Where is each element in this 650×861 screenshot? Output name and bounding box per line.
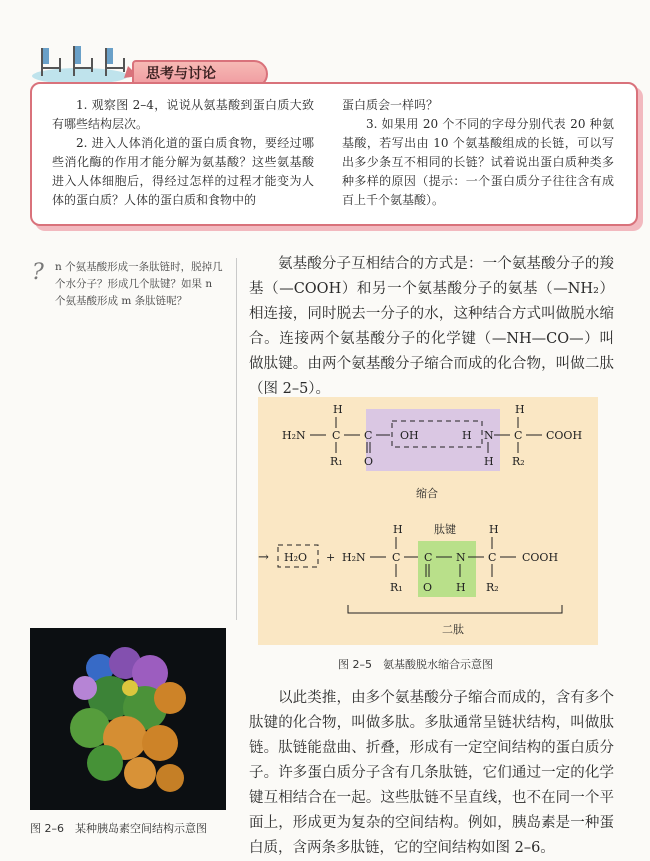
question-mark-icon: ? — [32, 260, 44, 285]
paragraph-condensation — [249, 252, 614, 402]
paragraph-polypeptide — [249, 686, 614, 861]
question-3: 3. 如果用 20 个不同的字母分别代表 20 种氨基酸，若写出由 10 个氨基酸组成的长链，可以写出多少条互不相同的长链？试着说出蛋白质种类多种多样的原因（提示：一个蛋白质分子往往含有成百上千个氨基酸）。 — [342, 117, 614, 207]
n-label-1: N — [484, 429, 494, 442]
h-bottom-n: H — [484, 455, 494, 468]
condense-label: 缩合 — [416, 487, 438, 500]
alpha-carbon-2: C — [514, 429, 523, 442]
figure-2-6-caption: 图 2–6 某种胰岛素空间结构示意图 — [30, 822, 207, 835]
dipeptide-bracket — [348, 605, 562, 613]
discussion-chairs-icon — [30, 38, 140, 84]
peptide-bond-label: 肽键 — [434, 523, 456, 536]
h-bottom-n2: H — [456, 581, 466, 594]
question-2-continued: 蛋白质会一样吗？ — [342, 98, 439, 112]
o-label-1: O — [364, 455, 374, 468]
o-label-2: O — [423, 581, 433, 594]
h-top-3: H — [393, 523, 403, 536]
dehydration-highlight — [366, 409, 500, 471]
discussion-title: 思考与讨论 — [132, 60, 268, 88]
r1-label-2: R₁ — [390, 581, 403, 594]
h2n-label: H₂N — [282, 429, 306, 442]
column-divider — [236, 258, 237, 620]
discussion-right-column — [342, 96, 614, 210]
cooh-label-2: COOH — [522, 551, 559, 564]
r2-label: R₂ — [512, 455, 525, 468]
carbonyl-carbon-2: C — [424, 551, 433, 564]
figure-condensation — [258, 397, 598, 645]
h-top-2: H — [515, 403, 525, 416]
h-top-1: H — [333, 403, 343, 416]
h2n-label-2: H₂N — [342, 551, 366, 564]
h-top-4: H — [489, 523, 499, 536]
alpha-carbon-1: C — [332, 429, 341, 442]
h-label-amino: H — [462, 429, 472, 442]
n-label-2: N — [456, 551, 466, 564]
discussion-left-column — [52, 96, 314, 210]
r1-label: R₁ — [330, 455, 343, 468]
carbonyl-carbon-1: C — [364, 429, 373, 442]
paragraph-2: 以此类推，由多个氨基酸分子缩合而成的，含有多个肽键的化合物，叫做多肽。多肽通常呈链状结构，叫做肽链。肽链能盘曲、折叠，形成有一定空间结构的蛋白质分子。许多蛋白质分子含有几条肽链，它们通过一定的化学键互相结合在一起。这些肽链不呈直线，也不在同一个平面上，形成更为复杂的空间结构。例如，胰岛素是一种蛋白质，含两条多肽链，它的空间结构如图 2–6。 — [249, 690, 614, 856]
discussion-box — [30, 82, 638, 226]
plus-sign: + — [326, 551, 336, 564]
question-1: 1. 观察图 2–4，说说从氨基酸到蛋白质大致有哪些结构层次。 — [52, 98, 314, 131]
paragraph-1: 氨基酸分子互相结合的方式是：一个氨基酸分子的羧基（—COOH）和另一个氨基酸分子的氨基（—NH₂）相连接，同时脱去一分子的水，这种结合方式叫做脱水缩合。连接两个氨基酸分子的化学键（—NH—CO—）叫做肽键。由两个氨基酸分子缩合而成的化合物，叫做二肽（图 2–5）。 — [249, 256, 614, 397]
question-2: 2. 进入人体消化道的蛋白质食物，要经过哪些消化酶的作用才能分解为氨基酸？这些氨基酸进入人体细胞后，得经过怎样的过程才能变为人体的蛋白质？人体的蛋白质和食物中的 — [52, 136, 314, 207]
reaction-arrow: → — [258, 550, 269, 565]
cooh-label-1: COOH — [546, 429, 583, 442]
margin-question: n 个氨基酸形成一条肽链时，脱掉几个水分子？形成几个肽键？如果 n 个氨基酸形成 m 条肽链呢？ — [55, 261, 223, 307]
oh-label: OH — [400, 429, 419, 442]
insulin-structure-image — [30, 628, 226, 810]
alpha-carbon-3: C — [392, 551, 401, 564]
figure-2-5-caption: 图 2–5 氨基酸脱水缩合示意图 — [338, 658, 493, 671]
alpha-carbon-4: C — [488, 551, 497, 564]
r2-label-2: R₂ — [486, 581, 499, 594]
dipeptide-label: 二肽 — [442, 623, 464, 636]
h2o-label: H₂O — [284, 551, 308, 564]
